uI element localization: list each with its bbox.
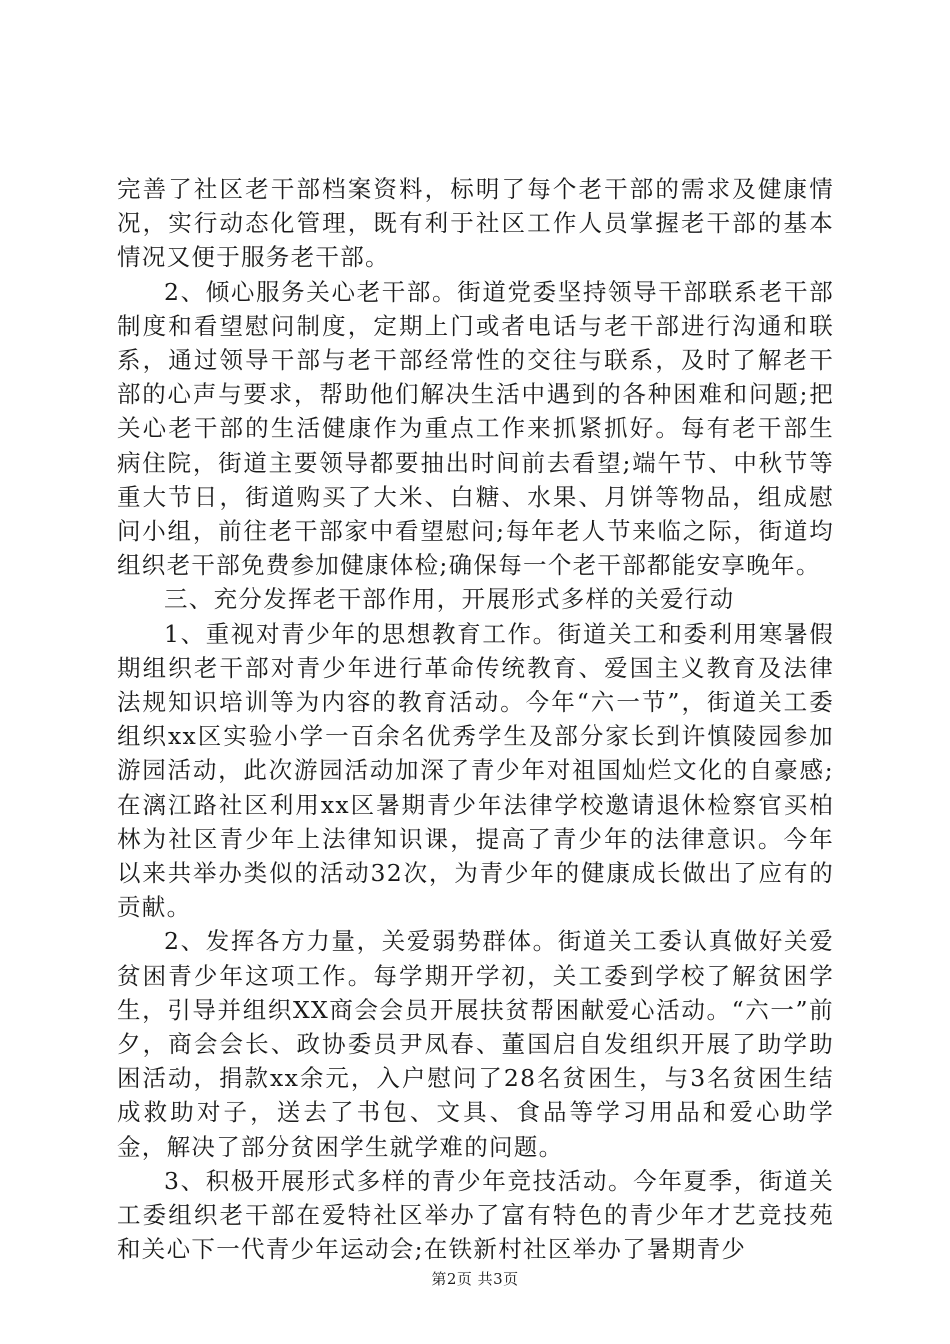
paragraph-youth-competitions: 3、积极开展形式多样的青少年竞技活动。今年夏季，街道关工委组织老干部在爱特社区举办了富有特色的青少年才艺竞技苑和关心下一代青少年运动会;在铁新村社区举办了暑期青少 (117, 1166, 834, 1264)
paragraph-youth-education: 1、重视对青少年的思想教育工作。街道关工和委利用寒暑假期组织老干部对青少年进行革命传统教育、爱国主义教育及法律法规知识培训等为内容的教育活动。今年“六一节”，街道关工委组织xx区实验小学一百余名优秀学生及部分家长到许慎陵园参加游园活动，此次游园活动加深了青少年对祖国灿烂文化的自豪感;在漓江路社区利用xx区暑期青少年法律学校邀请退休检察官买柏林为社区青少年上法律知识课，提高了青少年的法律意识。今年以来共举办类似的活动32次，为青少年的健康成长做出了应有的贡献。 (117, 619, 834, 922)
section-heading-care-actions: 三、充分发挥老干部作用，开展形式多样的关爱行动 (164, 585, 735, 614)
page-number-footer: 第2页 共3页 (431, 1270, 519, 1288)
paragraph-vulnerable-groups: 2、发挥各方力量，关爱弱势群体。街道关工委认真做好关爱贫困青少年这项工作。每学期开学初，关工委到学校了解贫困学生，引导并组织XX商会会员开展扶贫帮困献爱心活动。“六一”前夕，商会会长、政协委员尹凤春、董国启自发组织开展了助学助困活动，捐款xx余元，入户慰问了28名贫困生，与3名贫困生结成救助对子，送去了书包、文具、食品等学习用品和爱心助学金，解决了部分贫困学生就学难的问题。 (117, 927, 834, 1161)
paragraph-care-for-veterans: 2、倾心服务关心老干部。街道党委坚持领导干部联系老干部制度和看望慰问制度，定期上门或者电话与老干部进行沟通和联系，通过领导干部与老干部经常性的交往与联系，及时了解老干部的心声与要求，帮助他们解决生活中遇到的各种困难和问题;把关心老干部的生活健康作为重点工作来抓紧抓好。每有老干部生病住院，街道主要领导都要抽出时间前去看望;端午节、中秋节等重大节日，街道购买了大米、白糖、水果、月饼等物品，组成慰问小组，前往老干部家中看望慰问;每年老人节来临之际，街道均组织老干部免费参加健康体检;确保每一个老干部都能安享晚年。 (117, 277, 834, 580)
paragraph-archive-records: 完善了社区老干部档案资料，标明了每个老干部的需求及健康情况，实行动态化管理，既有利于社区工作人员掌握老干部的基本情况又便于服务老干部。 (117, 175, 834, 272)
document-body (117, 172, 834, 1267)
